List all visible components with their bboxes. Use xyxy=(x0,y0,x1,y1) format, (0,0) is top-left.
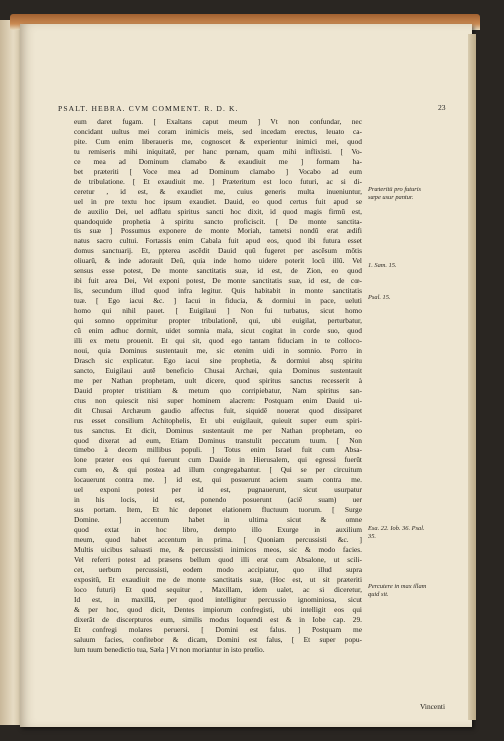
text-line: uel in pre textu hoc ipsum exaudiet. Dauid, eo quod certus fuit apud se xyxy=(74,196,362,206)
page-number: 23 xyxy=(438,103,446,112)
text-line: dixerāt de discerpturos eum, similis modus loquendi est & in Iobe cap. 29. xyxy=(74,614,362,624)
text-line: concidant uultus mei coram inimicis meis, sed incedam erectus, leuato ca- xyxy=(74,126,362,136)
text-line: tis suæ ] Possumus exponere de monte Moriah, tametsi nondū erat ædifi xyxy=(74,226,362,236)
text-line: Multis uicibus saluasti me, & percussisti inimicos meos, sic & modo facies. xyxy=(74,544,362,554)
text-line: de auxilio Dei, uel adflatu spiritus sancti hoc dixit, id quod magis firmū est, xyxy=(74,206,362,216)
text-line: tus sanctus. Et dicit, Dominus sustentauit me per Nathan prophetam, eo xyxy=(74,425,362,435)
text-line: eum daret fugam. [ Exaltans caput meum ] Vt non confundar, nec xyxy=(74,117,362,126)
text-line: Drasch sic explicatur. Ego iacui sine prophetia, & dormiui absq spiritu xyxy=(74,355,362,365)
text-line: Vel referri potest ad præsens bellum quod illi erat cum Absalone, ut scili- xyxy=(74,554,362,564)
text-line: homo qui nihil pauet. [ Euigilaui ] Non fui turbatus, sicut homo xyxy=(74,306,362,316)
text-line: in his locis, id est, ponendo posuerunt (aciē suam) uer xyxy=(74,495,362,505)
text-line: de tribulatione. [ Et exaudiuit me. ] Præteritum est loco futuri, ac si di- xyxy=(74,176,362,186)
text-line: bet præteriti [ Voce mea ad Dominum clamabo ] Vocabo ad eum xyxy=(74,166,362,176)
text-line: lum tuum benedictio tua, Sæla ] Vt non moriantur in isto prœlio. xyxy=(74,644,265,654)
text-line: ctus non quiescit nisi super hominem alacrem: Postquam enim Dauid ui- xyxy=(74,395,362,405)
text-line: expositū, Et exaudiuit me de monte sanctitatis suæ, (Hoc est, ut sit præteriti xyxy=(74,574,362,584)
text-line: oliuarū, & inde adorauit Deū, quia inde homo uidere poterit locū illū. Vel xyxy=(74,256,362,266)
text-line: tu remiseris mihi iniquitatē, per hanc pœnam, quam mihi inflixisti. [ Vo- xyxy=(74,146,362,156)
text-line: rus esset consilium Achitophelis, Et ubi euigilauit, quieuit super eum spiri- xyxy=(74,415,362,425)
margin-note: Psal. 15. xyxy=(368,294,391,301)
text-line: Id est, in maxillā, per quod intelligitur percussio ignominiosa, sicut xyxy=(74,594,362,604)
text-line: illi ex metu prouenit. Et qui sit, quod ego tantam fiduciam in te colloco- xyxy=(74,335,362,345)
text-line: tuæ. [ Ego iacui &c. ] Iacui in fiducia, & dormiui in pace, ueluti xyxy=(74,296,362,306)
text-line: sancto, Euigilaui autē beneficio Chusai Archæi, quia Dominus sustentauit xyxy=(74,365,362,375)
text-line: me per Nathan prophetam, uult dicere, quod spiritus sanctus recesserit à xyxy=(74,375,362,385)
text-line: saluum facies, confitebor & dicam, Domini est falus, [ Et super popu- xyxy=(74,634,362,644)
text-line: meum, quod habet accentum in prima. [ Quoniam percussisti &c. ] xyxy=(74,535,362,545)
text-line: domus sanctuarij. Et, ppterea ascēdit Dauid quū fugeret per ascēsum mōtis xyxy=(74,246,362,256)
text-line: Dauid propter tristitiam & metum quo corripiebatur, Nam spiritus san- xyxy=(74,385,362,395)
text-line: ce mea ad Dominum clamabo & exaudiuit me ] formam ha- xyxy=(74,156,362,166)
text-line: locauerunt contra me. ] id est, qui posuerunt aciem suam contra me. xyxy=(74,475,362,485)
text-line: sensus esse potest, De monte sanctitatis suæ, id est, de Zion, eo quod xyxy=(74,266,362,276)
margin-note: Præteritū pro futuris sæpe usur pantur. xyxy=(368,186,422,201)
text-line: cū enim adhuc dormit, uidet somnia mala, sicut cogitat in corde suo, quod xyxy=(74,326,362,336)
text-line: quandoquide prophetia à spiritu sancto proficiscit. [ De monte sanctita- xyxy=(74,216,362,226)
text-line: ceretur , id est, & exaudiet me, cuius generis multa inueniuntur, xyxy=(74,186,362,196)
margin-note: Percutere in max illam quid sit. xyxy=(368,583,427,598)
margin-note: Esa. 22. Iob. 36. Psal. 35. xyxy=(368,525,425,540)
text-line: qui somno opprimitur propter tribulationē, qui, ubi euigilat, perturbatur, xyxy=(74,316,362,326)
margin-note: 1. Sam. 15. xyxy=(368,262,397,269)
text-line: ibi fuit area Dei, Vel exponi potest, De monte sanctitatis suæ, id est, de cœ- xyxy=(74,276,362,286)
text-line: natus sacro cultui. Fortassis enim Cabala fuit apud eos, quod ibi futura esset xyxy=(74,236,362,246)
text-line: cet, uerbum percussisti, eodem modo accipiatur, quo illud supra xyxy=(74,564,362,574)
commentary-text xyxy=(74,117,362,654)
text-line: quod extat in hoc libro, dempto illo Exurge in auxilium xyxy=(74,525,362,535)
text-line: Et confregi molares peruersi. [ Domini est falus. ] Postquam me xyxy=(74,624,362,634)
text-line: timebo à decem millibus populi. ] Totus enim Israel fuit cum Absa- xyxy=(74,445,362,455)
text-line: uel exponi potest per id est, pugnauerunt, sicut usurpatur xyxy=(74,485,362,495)
text-line: noui, quia Dominus sustentauit me, sic etenim uidi in somnio. Porro in xyxy=(74,345,362,355)
running-header: PSALT. HEBRA. CVM COMMENT. R. D. K. xyxy=(58,104,239,113)
catchword: Vincenti xyxy=(420,702,446,711)
text-line: lone præter eos qui fuerunt cum Dauide in Hierusalem, qui egressi fuerūt xyxy=(74,455,362,465)
text-line: Domine. ] accentum habet in ultima sicut & omne xyxy=(74,515,362,525)
page-fore-edge xyxy=(468,34,476,720)
text-line: cum eo, & qui postea ad illum congregabantur. [ Qui se per circuitum xyxy=(74,465,362,475)
text-line: lis, secundum illud quod infra legitur. Quis habitabit in monte sanctitatis xyxy=(74,286,362,296)
text-line: pite. Cum enim liberaueris me, cognoscet & experientur inimici mei, quod xyxy=(74,136,362,146)
text-line: sus portam. Item, Et hic deponet elationem fluctuum tuorum. [ Surge xyxy=(74,505,362,515)
text-line: & per hoc, quod dicit, Dentes impiorum confregisti, ubi intelligit eos qui xyxy=(74,604,362,614)
text-line: dit Chusai Archæum gaudio affectus fuit, siquidē nouerat quod dissiparet xyxy=(74,405,362,415)
text-line: quod dixerat ad eum, Etiam Dominus transtulit peccatum tuum. [ Non xyxy=(74,435,362,445)
text-line: loco futuri) Et quod sequitur , Maxillam, idem ualet, ac si diceretur, xyxy=(74,584,362,594)
